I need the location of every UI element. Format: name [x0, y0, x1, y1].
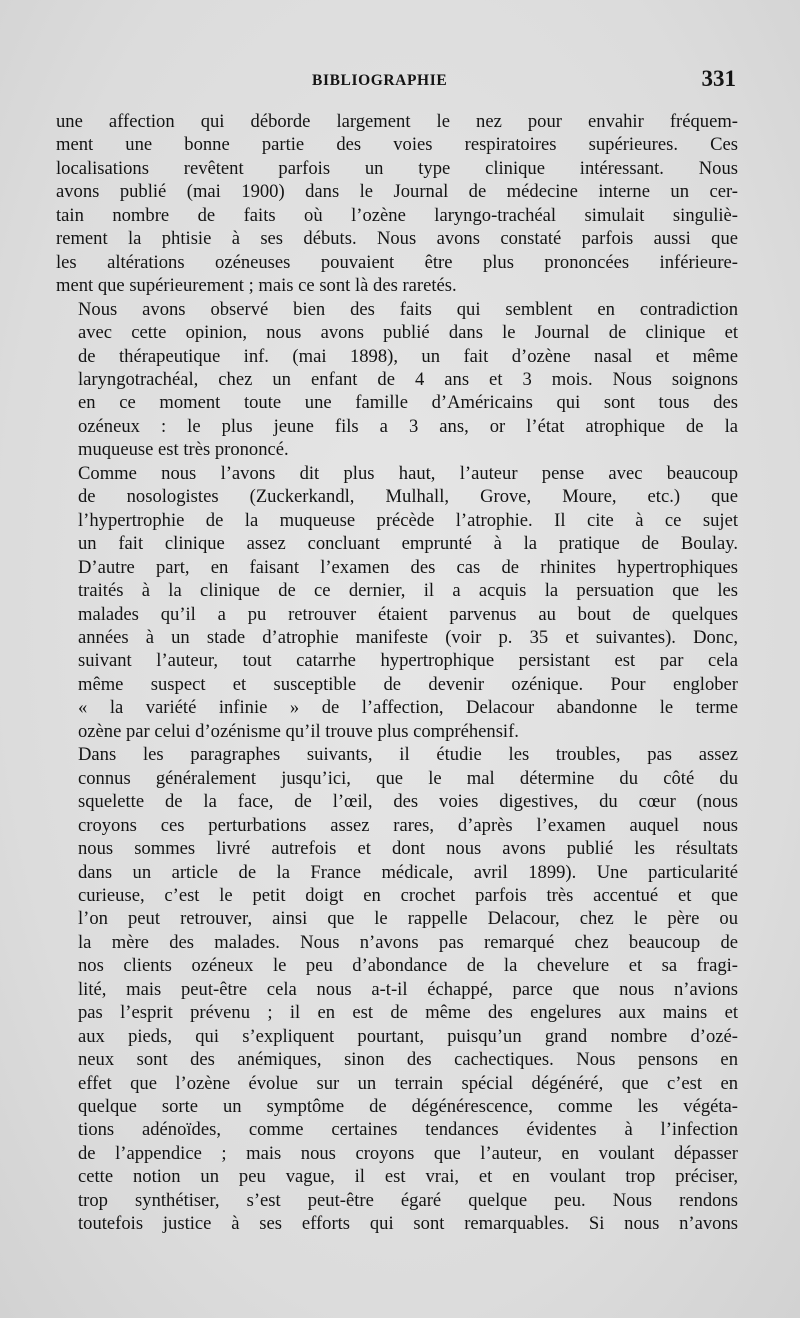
text-line: Nous avons observé bien des faits qui semblent en contradiction — [78, 298, 738, 320]
text-line: même suspect et susceptible de devenir ozénique. Pour englober — [78, 673, 738, 695]
text-line: ozène par celui d’ozénisme qu’il trouve plus compréhensif. — [78, 720, 519, 742]
text-line: quelque sorte un symptôme de dégénérescence, comme les végéta- — [78, 1096, 738, 1118]
text-line: avec cette opinion, nous avons publié dans le Journal de clinique et — [78, 322, 738, 344]
text-line: effet que l’ozène évolue sur un terrain spécial dégénéré, que c’est en — [78, 1072, 738, 1094]
text-line: Dans les paragraphes suivants, il étudie les troubles, pas assez — [78, 744, 738, 766]
text-line: les altérations ozéneuses pouvaient être plus prononcées inférieure- — [56, 251, 738, 273]
text-line: Comme nous l’avons dit plus haut, l’auteur pense avec beaucoup — [78, 462, 738, 484]
text-line: ozéneux : le plus jeune fils a 3 ans, or l’état atrophique de la — [78, 415, 738, 437]
text-line: pas l’esprit prévenu ; il en est de même des engelures aux mains et — [78, 1002, 738, 1024]
text-line: un fait clinique assez concluant emprunté à la pratique de Boulay. — [78, 533, 738, 555]
text-line: aux pieds, qui s’expliquent pourtant, puisqu’un grand nombre d’ozé- — [78, 1025, 738, 1047]
text-line: laryngotrachéal, chez un enfant de 4 ans et 3 mois. Nous soignons — [78, 368, 738, 390]
text-line: dans un article de la France médicale, avril 1899). Une particularité — [78, 861, 738, 883]
text-line: lité, mais peut-être cela nous a-t-il échappé, parce que nous n’avions — [78, 978, 738, 1000]
text-line: muqueuse est très prononcé. — [78, 439, 289, 461]
running-title: BIBLIOGRAPHIE — [312, 72, 448, 89]
text-line: suivant l’auteur, tout catarrhe hypertrophique persistant est par cela — [78, 650, 738, 672]
text-line: une affection qui déborde largement le nez pour envahir fréquem- — [56, 111, 738, 132]
text-line: nous sommes livré autrefois et dont nous avons publié les résultats — [78, 838, 738, 860]
text-line: en ce moment toute une famille d’Américains qui sont tous des — [78, 392, 738, 414]
text-line: l’on peut retrouver, ainsi que le rappelle Delacour, chez le père ou — [78, 908, 738, 930]
text-line: tain nombre de faits où l’ozène laryngo-trachéal simulait singuliè- — [56, 204, 738, 226]
text-line: squelette de la face, de l’œil, des voies digestives, du cœur (nous — [78, 791, 738, 813]
text-line: de l’appendice ; mais nous croyons que l’auteur, en voulant dépasser — [78, 1142, 738, 1164]
text-line: avons publié (mai 1900) dans le Journal de médecine interne un cer- — [56, 181, 738, 203]
text-line: nos clients ozéneux le peu d’abondance de la chevelure et sa fragi- — [78, 955, 738, 977]
paragraph-3 — [56, 462, 738, 743]
text-line: neux sont des anémiques, sinon des cachectiques. Nous pensons en — [78, 1049, 738, 1071]
text-line: années à un stade d’atrophie manifeste (voir p. 35 et suivantes). Donc, — [78, 626, 738, 648]
paragraph-2 — [56, 298, 738, 462]
text-line: malades qu’il a pu retrouver étaient parvenus au bout de quelques — [78, 603, 738, 625]
text-line: « la variété infinie » de l’affection, Delacour abandonne le terme — [78, 697, 738, 719]
text-line: ment que supérieurement ; mais ce sont là des raretés. — [56, 275, 457, 297]
text-line: ment une bonne partie des voies respiratoires supérieures. Ces — [56, 134, 738, 156]
text-line: localisations revêtent parfois un type clinique intéressant. Nous — [56, 157, 738, 179]
text-line: l’hypertrophie de la muqueuse précède l’atrophie. Il cite à ce sujet — [78, 509, 738, 531]
text-line: traités à la clinique de ce dernier, il a acquis la persuation que les — [78, 580, 738, 602]
text-line: trop synthétiser, s’est peut-être égaré quelque peu. Nous rendons — [78, 1189, 738, 1211]
text-line: D’autre part, en faisant l’examen des cas de rhinites hypertrophiques — [78, 556, 738, 578]
body-text — [56, 110, 738, 1236]
running-head — [56, 60, 738, 100]
paragraph-1 — [56, 110, 738, 298]
text-line: curieuse, c’est le petit doigt en crochet parfois très accentué et que — [78, 884, 738, 906]
text-line: rement la phtisie à ses débuts. Nous avons constaté parfois aussi que — [56, 228, 738, 250]
text-line: tions adénoïdes, comme certaines tendances évidentes à l’infection — [78, 1119, 738, 1141]
page-number: 331 — [701, 66, 736, 91]
text-line: la mère des malades. Nous n’avons pas remarqué chez beaucoup de — [78, 931, 738, 953]
text-line: connus généralement jusqu’ici, que le mal détermine du côté du — [78, 767, 738, 789]
text-line: de thérapeutique inf. (mai 1898), un fait d’ozène nasal et même — [78, 345, 738, 367]
text-line: de nosologistes (Zuckerkandl, Mulhall, Grove, Moure, etc.) que — [78, 486, 738, 508]
paragraph-4 — [56, 743, 738, 1236]
text-line: cette notion un peu vague, il est vrai, et en voulant trop préciser, — [78, 1166, 738, 1188]
text-line: croyons ces perturbations assez rares, d’après l’examen auquel nous — [78, 814, 738, 836]
text-line: toutefois justice à ses efforts qui sont remarquables. Si nous n’avons — [78, 1213, 738, 1235]
